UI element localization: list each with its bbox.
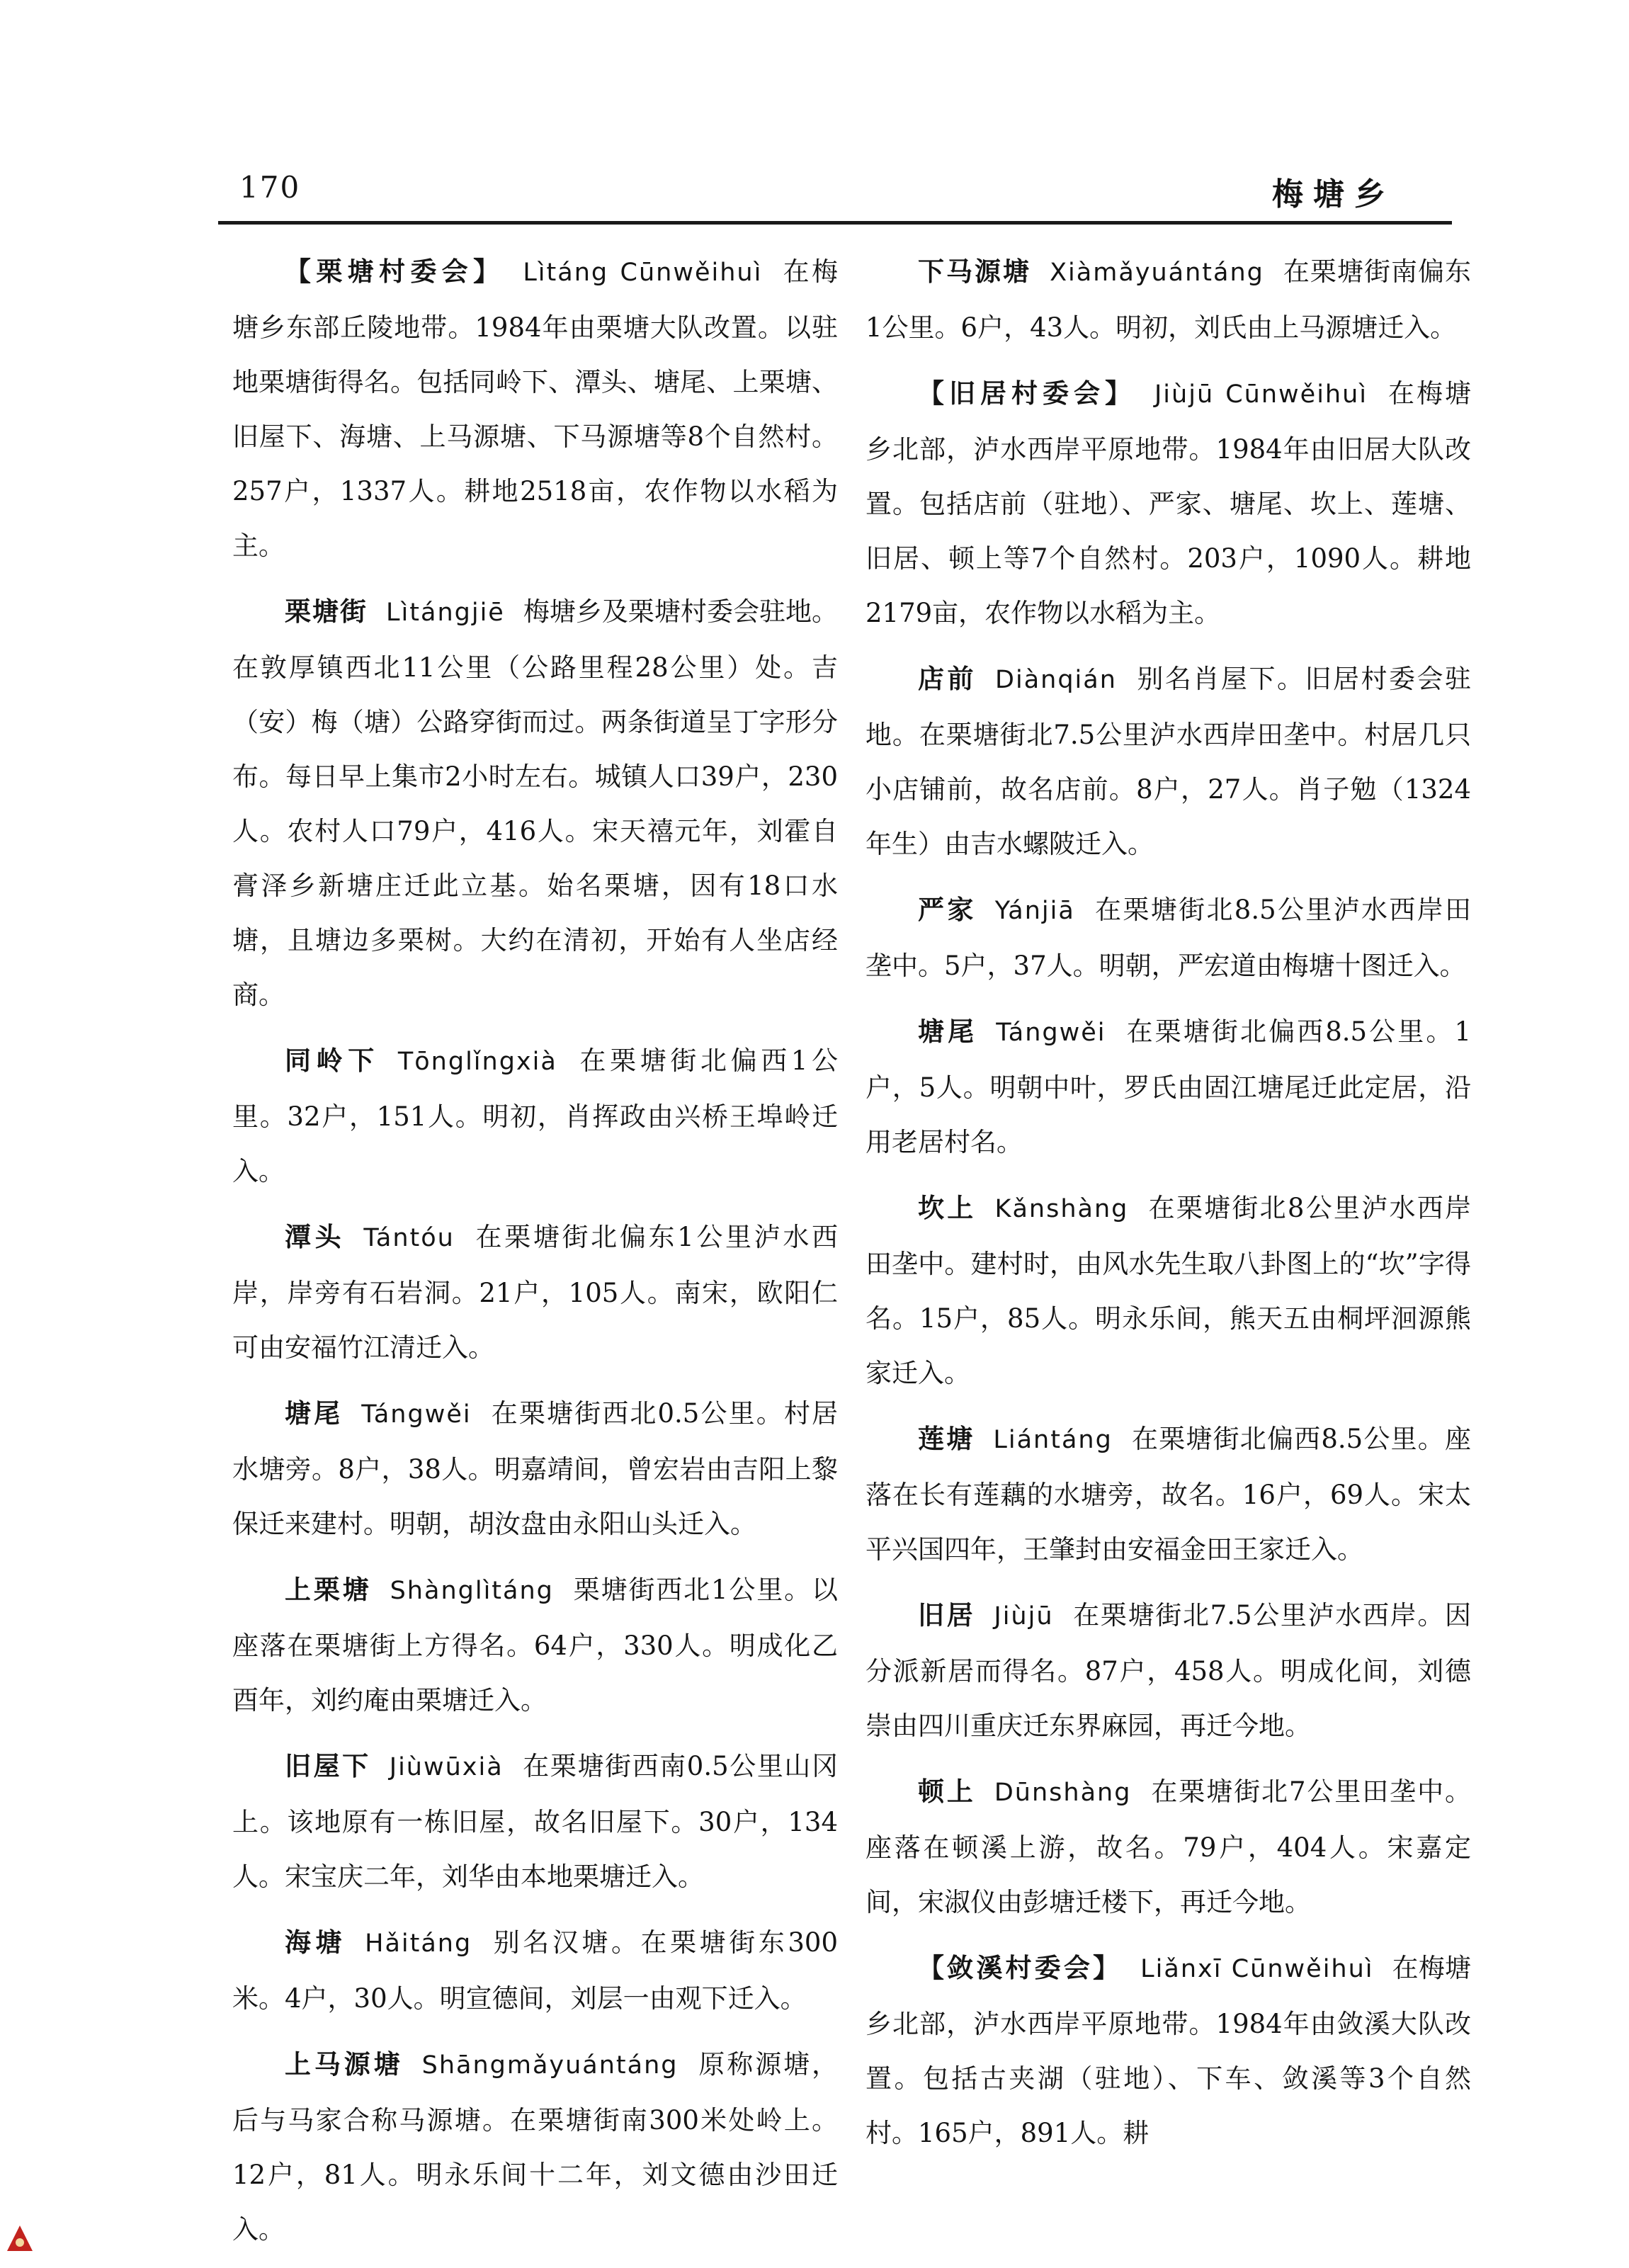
entry-text: 梅塘乡及栗塘村委会驻地。在敦厚镇西北11公里（公路里程28公里）处。吉（安）梅（塘）公路穿街而过。两条街道呈丁字形分布。每日早上集市2小时左右。城镇人口39户，230人。农村人口79户，416人。宋天禧元年，刘霍自膏泽乡新塘庄迁此立基。始名栗塘，因有18口水塘，且塘边多栗树。大约在清初，开始有人坐店经商。: [232, 596, 839, 1010]
entry-text: 栗塘街西北1公里。以座落在栗塘街上方得名。64户，330人。明成化乙酉年，刘约庵由栗塘迁入。: [232, 1575, 839, 1716]
entry-shangmayuantang: [232, 2037, 838, 2257]
entry-text: 在栗塘街西南0.5公里山冈上。该地原有一栋旧屋，故名旧屋下。30户，134人。宋宝庆二年，刘华由本地栗塘迁入。: [232, 1751, 838, 1892]
left-column: [232, 244, 838, 2268]
entry-pinyin: Lìtáng Cūnwěihuì: [523, 259, 763, 287]
header-rule: [218, 221, 1452, 225]
entry-name: 【栗塘村委会】: [285, 256, 505, 287]
entry-text: 在梅塘乡北部，泸水西岸平原地带。1984年由敛溪大队改置。包括古夹湖（驻地）、下车、敛溪等3个自然村。165户，891人。耕: [865, 1953, 1472, 2148]
entry-text: 在栗塘街北8公里泸水西岸田垄中。建村时，由风水先生取八卦图上的“坎”字得名。15户，85人。明永乐间，熊天五由桐坪洄源熊家迁入。: [865, 1193, 1471, 1388]
entry-lianxi-committee: [865, 1941, 1471, 2160]
entry-pinyin: Tōnglǐngxià: [397, 1048, 557, 1076]
entry-name: 栗塘街: [285, 596, 368, 627]
entry-pinyin: Diànqián: [995, 666, 1117, 694]
entry-pinyin: Jiùjū: [994, 1602, 1054, 1631]
entry-name: 顿上: [918, 1776, 976, 1807]
entry-name: 塘尾: [285, 1397, 344, 1429]
entry-pinyin: Hǎitáng: [365, 1929, 472, 1958]
right-column: [865, 244, 1471, 2172]
entry-text: 在栗塘街北偏西8.5公里。座落在长有莲藕的水塘旁，故名。16户，69人。宋太平兴国四年，王肇封由安福金田王家迁入。: [865, 1424, 1472, 1565]
entry-tonglingxia: [232, 1033, 838, 1198]
entry-jiuju-committee: [865, 366, 1471, 640]
entry-text: 别名汉塘。在栗塘街东300米。4户，30人。明宣德间，刘层一由观下迁入。: [232, 1927, 838, 2014]
entry-haitang: [232, 1915, 838, 2026]
entry-name: 上马源塘: [285, 2048, 404, 2080]
entry-tantou: [232, 1210, 838, 1375]
entry-text: 在栗塘街北8.5公里泸水西岸田垄中。5户，37人。明朝，严宏道由梅塘十图迁入。: [865, 895, 1472, 981]
entry-name: 海塘: [285, 1927, 347, 1958]
entry-dunshang: [865, 1764, 1471, 1929]
entry-name: 旧居: [918, 1599, 976, 1631]
entry-dianqian: [865, 652, 1471, 871]
entry-pinyin: Dūnshàng: [994, 1779, 1132, 1807]
entry-pinyin: Tángwěi: [996, 1019, 1106, 1047]
entry-text: 在栗塘街北7.5公里泸水西岸。因分派新居而得名。87户，458人。明成化间，刘德崇由四川重庆迁东界麻园，再迁今地。: [865, 1600, 1472, 1741]
entry-text: 在梅塘乡东部丘陵地带。1984年由栗塘大队改置。以驻地栗塘街得名。包括同岭下、潭头、塘尾、上栗塘、旧屋下、海塘、上马源塘、下马源塘等8个自然村。257户，1337人。耕地2518亩，农作物以水稻为主。: [232, 256, 839, 561]
entry-name: 坎上: [918, 1192, 977, 1223]
page-number: 170: [239, 170, 301, 205]
watermark-logo-icon: [4, 2223, 35, 2254]
entry-text: 在栗塘街北7公里田垄中。座落在顿溪上游，故名。79户，404人。宋嘉定间，宋淑仪由彭塘迁楼下，再迁今地。: [865, 1776, 1471, 1917]
entry-pinyin: Lìtángjiē: [386, 599, 505, 627]
entry-text: 原称源塘，后与马家合称马源塘。在栗塘街南300米处岭上。12户，81人。明永乐间十二年，刘文德由沙田迁入。: [232, 2049, 839, 2245]
entry-xiamayuantang: [865, 244, 1471, 355]
entry-pinyin: Shāngmǎyuántáng: [421, 2051, 679, 2080]
entry-pinyin: Tángwěi: [361, 1400, 472, 1429]
entry-name: 塘尾: [918, 1016, 978, 1047]
entry-kanshang: [865, 1181, 1471, 1400]
entry-jiuju: [865, 1588, 1471, 1753]
entry-pinyin: Kǎnshàng: [994, 1195, 1129, 1223]
entry-jiuwuxia: [232, 1739, 838, 1904]
entry-text: 别名肖屋下。旧居村委会驻地。在栗塘街北7.5公里泸水西岸田垄中。村居几只小店铺前，故名店前。8户，27人。肖子勉（1324年生）由吉水螺陂迁入。: [865, 664, 1471, 859]
entry-pinyin: Tántóu: [363, 1224, 455, 1252]
entry-name: 上栗塘: [285, 1574, 372, 1605]
entry-text: 在栗塘街北偏西8.5公里。1户，5人。明朝中叶，罗氏由固江塘尾迁此定居，沿用老居村名。: [865, 1016, 1471, 1157]
entry-name: 潭头: [285, 1221, 346, 1252]
entry-name: 店前: [918, 663, 977, 694]
entry-tangwei-2: [865, 1004, 1471, 1169]
entry-name: 下马源塘: [918, 256, 1032, 287]
running-head: 梅塘乡: [1272, 176, 1395, 212]
entry-pinyin: Jiùjū Cūnwěihuì: [1154, 380, 1368, 409]
entry-text: 在栗塘街北偏东1公里泸水西岸，岸旁有石岩洞。21户，105人。南宋，欧阳仁可由安福竹江清迁入。: [232, 1222, 839, 1363]
entry-name: 【敛溪村委会】: [918, 1952, 1123, 1983]
entry-name: 【旧居村委会】: [918, 378, 1136, 409]
entry-pinyin: Shànglìtáng: [390, 1577, 554, 1605]
entry-text: 在栗塘街北偏西1公里。32户，151人。明初，肖挥政由兴桥王埠岭迁入。: [232, 1045, 839, 1186]
entry-pinyin: Liántáng: [993, 1426, 1113, 1454]
entry-text: 在栗塘街南偏东1公里。6户，43人。明初，刘氏由上马源塘迁入。: [865, 256, 1472, 343]
entry-shanglitang: [232, 1563, 838, 1728]
entry-pinyin: Jiùwūxià: [389, 1753, 504, 1781]
entry-name: 严家: [918, 894, 977, 925]
entry-text: 在栗塘街西北0.5公里。村居水塘旁。8户，38人。明嘉靖间，曾宏岩由吉阳上黎保迁来建村。明朝，胡汝盘由永阳山头迁入。: [232, 1398, 839, 1539]
entry-pinyin: Xiàmǎyuántáng: [1050, 259, 1264, 287]
entry-litang-committee: [232, 244, 838, 573]
entry-name: 旧屋下: [285, 1750, 371, 1781]
entry-tangwei: [232, 1386, 838, 1551]
entry-pinyin: Liǎnxī Cūnwěihuì: [1140, 1955, 1374, 1983]
entry-name: 同岭下: [285, 1045, 380, 1076]
entry-liantang: [865, 1412, 1471, 1577]
entry-name: 莲塘: [918, 1423, 975, 1454]
entry-pinyin: Yánjiā: [994, 897, 1075, 925]
entry-yanjia: [865, 883, 1471, 993]
entry-litangjie: [232, 584, 838, 1022]
entry-text: 在梅塘乡北部，泸水西岸平原地带。1984年由旧居大队改置。包括店前（驻地）、严家、塘尾、坎上、莲塘、旧居、顿上等7个自然村。203户，1090人。耕地2179亩，农作物以水稻为主。: [865, 378, 1472, 628]
site-watermark: [4, 2223, 167, 2254]
